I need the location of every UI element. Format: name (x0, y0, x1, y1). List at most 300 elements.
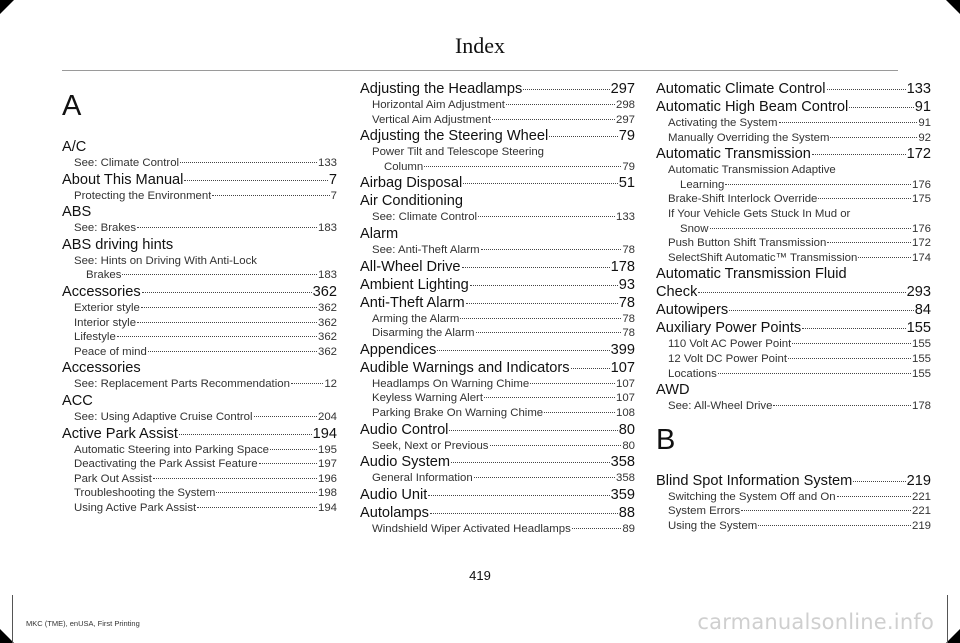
index-entry[interactable] (360, 504, 635, 522)
subentry-leader-dots (572, 528, 622, 529)
leader-dots (698, 292, 905, 293)
index-entry[interactable] (360, 127, 635, 145)
subentry-leader-dots (530, 383, 615, 384)
index-subentry[interactable] (656, 399, 931, 414)
leader-dots (424, 166, 621, 167)
entry-row (360, 80, 635, 98)
subentry-row (372, 210, 635, 225)
entry-page-ref[interactable]: 91 (914, 99, 931, 115)
subentry-page-ref[interactable]: 175 (911, 193, 931, 206)
subentry-label: Headlamps On Warning Chime (372, 377, 530, 390)
subentry-label: Deactivating the Park Assist Feature (74, 458, 258, 471)
index-entry[interactable] (656, 301, 931, 319)
entry-label: A/C (62, 139, 87, 155)
entry-page-ref[interactable]: 178 (610, 258, 635, 275)
subentry-row (74, 457, 337, 472)
entry-row (656, 319, 931, 337)
subentry-page-ref[interactable]: 107 (615, 377, 635, 390)
index-subentry[interactable] (360, 145, 635, 174)
subentry-label: Arming the Alarm (372, 312, 460, 325)
entry-row (656, 98, 931, 116)
subentry-label: Peace of mind (74, 345, 147, 358)
subentry-leader-dots (476, 332, 622, 333)
index-subentry[interactable] (360, 210, 635, 225)
subentry-label-continued: Brakes (86, 269, 122, 282)
subentry-leader-dots (773, 405, 911, 406)
subentry-label: 12 Volt DC Power Point (668, 352, 788, 365)
entry-leader-dots (849, 107, 914, 108)
entry-row (62, 425, 337, 443)
entry-label: Blind Spot Information System (656, 472, 853, 489)
subentry-page-ref[interactable]: 362 (317, 301, 337, 314)
subentry-row (372, 471, 635, 486)
entry-page-ref[interactable]: 78 (618, 294, 635, 311)
index-subentry[interactable] (360, 98, 635, 113)
subentry-page-ref[interactable]: 297 (615, 113, 635, 126)
page-number: 419 (469, 568, 491, 583)
index-subentry[interactable] (360, 326, 635, 341)
subentry-leader-dots (117, 336, 317, 337)
subentry-row (668, 399, 931, 414)
index-subentry[interactable] (62, 377, 337, 392)
index-entry[interactable] (62, 283, 337, 301)
index-entry[interactable] (360, 453, 635, 471)
index-entry[interactable] (62, 236, 337, 254)
entry-page-ref[interactable]: 155 (906, 320, 931, 337)
index-subentry[interactable] (360, 391, 635, 406)
subentry-row (74, 330, 337, 345)
index-subentry[interactable] (656, 163, 931, 192)
print-footer: MKC (TME), enUSA, First Printing (26, 619, 140, 628)
subentry-row (372, 391, 635, 406)
index-entry[interactable] (656, 319, 931, 337)
subentry-page-ref[interactable]: 198 (317, 487, 337, 500)
entry-page-ref[interactable]: 7 (328, 171, 337, 188)
index-section-letter: A (62, 90, 82, 122)
subentry-row (668, 504, 931, 519)
subentry-page-ref[interactable]: 194 (317, 501, 337, 514)
subentry-label: Disarming the Alarm (372, 327, 475, 340)
subentry-page-ref[interactable]: 92 (918, 131, 931, 144)
subentry-label: Push Button Shift Transmission (668, 237, 827, 250)
index-subentry[interactable] (62, 486, 337, 501)
subentry-leader-dots (741, 510, 911, 511)
entry-leader-dots (179, 434, 312, 435)
subentry-label: System Errors (668, 505, 741, 518)
index-subentry[interactable] (360, 312, 635, 327)
page-ref[interactable]: 176 (911, 222, 931, 235)
index-subentry[interactable] (62, 301, 337, 316)
subentry-page-ref[interactable]: 197 (317, 458, 337, 471)
subentry-label: See: All-Wheel Drive (668, 400, 773, 413)
subentry-label: Power Tilt and Telescope Steering (372, 146, 545, 159)
index-entry[interactable] (360, 486, 635, 504)
watermark: carmanualsonline.info (697, 610, 934, 634)
index-section-letter: B (656, 423, 676, 456)
subentry-label: Lifestyle (74, 331, 116, 344)
subentry-label: See: Brakes (74, 222, 137, 235)
subentry-leader-dots (137, 322, 317, 323)
entry-label: ABS (62, 204, 92, 221)
subentry-row (74, 472, 337, 487)
subentry-page-ref[interactable]: 195 (317, 443, 337, 456)
index-entry[interactable] (360, 80, 635, 98)
entry-label: Active Park Assist (62, 425, 178, 442)
subentry-label-continued: Column (384, 160, 424, 173)
index-subentry[interactable] (62, 457, 337, 472)
index-subentry[interactable] (62, 156, 337, 171)
entry-label: Adjusting the Headlamps (360, 81, 523, 97)
subentry-leader-dots (478, 216, 615, 217)
page-title: Index (454, 33, 506, 58)
subentry-leader-dots (148, 351, 317, 352)
index-column-1 (62, 80, 337, 516)
index-subentry[interactable] (656, 192, 931, 207)
index-entry[interactable] (656, 145, 931, 163)
entry-leader-dots (142, 292, 312, 293)
entry-label: Automatic High Beam Control (656, 99, 849, 115)
entry-leader-dots (462, 267, 610, 268)
subentry-leader-dots (180, 162, 317, 163)
index-subentry[interactable] (656, 251, 931, 266)
subentry-page-ref[interactable]: 196 (317, 472, 337, 485)
subentry-page-ref[interactable]: 78 (622, 327, 635, 340)
index-subentry[interactable] (62, 189, 337, 204)
entry-page-ref[interactable]: 107 (610, 359, 635, 376)
page-ref[interactable]: 176 (911, 178, 931, 191)
subentry-leader-dots (818, 198, 911, 199)
subentry-leader-dots (291, 383, 323, 384)
subentry-page-ref[interactable]: 7 (330, 189, 337, 202)
entry-label: ACC (62, 392, 93, 409)
index-subentry[interactable] (656, 337, 931, 352)
index-subentry[interactable] (656, 352, 931, 367)
page-ref[interactable]: 293 (906, 284, 931, 301)
subentry-page-ref[interactable]: 91 (918, 117, 931, 129)
subentry-page-ref[interactable]: 107 (615, 392, 635, 405)
index-subentry[interactable] (62, 501, 337, 516)
entry-label: Audio System (360, 454, 451, 471)
subentry-label: If Your Vehicle Gets Stuck In Mud or (668, 207, 851, 220)
entry-label: Automatic Transmission Fluid (656, 266, 847, 283)
subentry-leader-dots (259, 463, 317, 464)
index-entry[interactable] (62, 203, 337, 221)
subentry-leader-dots (758, 525, 911, 526)
index-column-3 (656, 80, 931, 534)
subentry-row (74, 345, 337, 360)
subentry-leader-dots (137, 227, 317, 228)
index-entry[interactable] (360, 192, 635, 210)
subentry-leader-dots (212, 195, 329, 196)
index-subentry[interactable] (62, 345, 337, 360)
entry-label: Autolamps (360, 504, 429, 521)
entry-label: About This Manual (62, 171, 184, 188)
entry-label: Auxiliary Power Points (656, 320, 802, 337)
subentry-page-ref[interactable]: 174 (911, 251, 931, 264)
subentry-row (74, 189, 337, 204)
subentry-continued-row (668, 178, 931, 193)
subentry-label: See: Climate Control (74, 157, 180, 169)
subentry-row (372, 522, 635, 537)
subentry-page-ref[interactable]: 89 (622, 522, 635, 535)
subentry-leader-dots (484, 397, 615, 398)
subentry-page-ref[interactable]: 78 (622, 312, 635, 325)
entry-page-ref[interactable]: 362 (312, 283, 337, 300)
entry-page-ref[interactable]: 359 (610, 486, 635, 503)
subentry-label: Using the System (668, 519, 758, 532)
entry-row (360, 453, 635, 471)
entry-label: Air Conditioning (360, 193, 464, 210)
entry-row (360, 504, 635, 522)
entry-leader-dots (184, 180, 327, 181)
index-entry[interactable] (360, 341, 635, 359)
entry-page-ref[interactable]: 84 (914, 302, 931, 319)
entry-row (360, 174, 635, 192)
subentry-page-ref[interactable]: 108 (615, 406, 635, 419)
entry-row (360, 127, 635, 145)
index-subentry[interactable] (62, 443, 337, 458)
entry-page-ref[interactable]: 88 (618, 504, 635, 521)
entry-leader-dots (470, 285, 618, 286)
subentry-page-ref[interactable]: 78 (622, 243, 635, 256)
subentry-row (372, 326, 635, 341)
page-ref[interactable]: 79 (622, 160, 635, 173)
subentry-leader-dots (197, 507, 317, 508)
entry-row (62, 283, 337, 301)
subentry-leader-dots (460, 318, 621, 319)
subentry-row (74, 156, 337, 171)
subentry-page-ref[interactable]: 362 (317, 345, 337, 358)
entry-continued-row (656, 283, 931, 301)
subentry-label: Using Active Park Assist (74, 501, 197, 514)
subentry-label: See: Replacement Parts Recommendation (74, 378, 290, 391)
subentry-page-ref[interactable]: 358 (615, 472, 635, 485)
subentry-leader-dots (481, 249, 622, 250)
index-subentry[interactable] (360, 522, 635, 537)
index-entry[interactable] (360, 294, 635, 312)
index-entry[interactable] (62, 392, 337, 410)
subentry-row (74, 316, 337, 331)
entry-page-ref[interactable]: 297 (610, 81, 635, 97)
index-subentry[interactable] (656, 367, 931, 382)
subentry-label: Windshield Wiper Activated Headlamps (372, 522, 571, 535)
index-entry[interactable] (656, 472, 931, 490)
index-entry[interactable] (656, 80, 931, 98)
subentry-row (74, 443, 337, 458)
index-subentry[interactable] (360, 406, 635, 421)
entry-label: Anti-Theft Alarm (360, 294, 465, 311)
subentry-leader-dots (254, 416, 317, 417)
subentry-label: See: Climate Control (372, 211, 478, 224)
subentry-row (668, 251, 931, 266)
entry-leader-dots (812, 154, 906, 155)
index-subentry[interactable] (360, 439, 635, 454)
subentry-row (74, 377, 337, 392)
subentry-label-continued: Learning (680, 178, 725, 191)
subentry-page-ref[interactable]: 172 (911, 237, 931, 250)
index-entry[interactable] (360, 421, 635, 439)
subentry-page-ref[interactable]: 133 (317, 157, 337, 169)
index-entry[interactable] (656, 381, 931, 399)
entry-row (360, 341, 635, 359)
entry-page-ref[interactable]: 51 (618, 175, 635, 192)
index-entry[interactable] (360, 276, 635, 294)
index-subentry[interactable] (360, 113, 635, 128)
entry-page-ref[interactable]: 79 (618, 128, 635, 145)
entry-label: Audio Control (360, 421, 449, 438)
subentry-page-ref[interactable]: 219 (911, 519, 931, 532)
entry-leader-dots (802, 328, 905, 329)
index-entry[interactable] (62, 425, 337, 443)
index-subentry[interactable] (656, 519, 931, 534)
index-subentry[interactable] (656, 116, 931, 131)
subentry-row (668, 519, 931, 534)
subentry-label: See: Using Adaptive Cruise Control (74, 410, 253, 423)
subentry-page-ref[interactable]: 298 (615, 99, 635, 111)
index-subentry[interactable] (656, 207, 931, 236)
subentry-row (372, 243, 635, 258)
entry-label: All-Wheel Drive (360, 258, 461, 275)
subentry-leader-dots (141, 307, 317, 308)
subentry-page-ref[interactable]: 221 (911, 505, 931, 518)
subentry-leader-dots (216, 492, 317, 493)
subentry-row (74, 501, 337, 516)
subentry-row (372, 406, 635, 421)
subentry-page-ref[interactable]: 12 (324, 378, 337, 391)
subentry-page-ref[interactable]: 362 (317, 331, 337, 344)
entry-label: Airbag Disposal (360, 175, 463, 192)
subentry-label: See: Anti-Theft Alarm (372, 243, 480, 256)
page-ref[interactable]: 183 (317, 269, 337, 282)
index-entry[interactable] (656, 98, 931, 116)
index-entry[interactable] (360, 258, 635, 276)
index-subentry[interactable] (62, 330, 337, 345)
subentry-row (372, 439, 635, 454)
index-entry[interactable] (62, 138, 337, 156)
subentry-continued-row (74, 268, 337, 283)
leader-dots (122, 274, 317, 275)
subentry-leader-dots (830, 137, 917, 138)
index-entry[interactable] (62, 359, 337, 377)
entry-page-ref[interactable]: 80 (618, 421, 635, 438)
entry-row (360, 421, 635, 439)
subentry-page-ref[interactable]: 155 (911, 338, 931, 351)
index-subentry[interactable] (62, 254, 337, 283)
index-subentry[interactable] (656, 490, 931, 505)
entry-page-ref[interactable]: 399 (610, 341, 635, 358)
entry-row (62, 171, 337, 189)
subentry-row (668, 236, 931, 251)
subentry-label: Vertical Aim Adjustment (372, 113, 492, 126)
subentry-row (668, 192, 931, 207)
index-subentry[interactable] (656, 504, 931, 519)
subentry-label: Park Out Assist (74, 472, 152, 485)
subentry-row (74, 410, 337, 425)
index-subentry[interactable] (656, 236, 931, 251)
leader-dots (725, 184, 911, 185)
subentry-leader-dots (474, 477, 615, 478)
subentry-leader-dots (718, 373, 911, 374)
subentry-label: Automatic Steering into Parking Space (74, 443, 270, 456)
subentry-leader-dots (490, 445, 622, 446)
entry-page-ref[interactable]: 219 (906, 472, 931, 489)
subentry-row (74, 486, 337, 501)
section-spacer (62, 126, 337, 138)
subentry-page-ref[interactable]: 80 (622, 439, 635, 452)
subentry-page-ref[interactable]: 155 (911, 352, 931, 365)
subentry-page-ref[interactable]: 133 (615, 211, 635, 224)
subentry-row (372, 377, 635, 392)
entry-page-ref[interactable]: 93 (618, 276, 635, 293)
index-subentry[interactable] (360, 243, 635, 258)
index-entry[interactable] (360, 225, 635, 243)
subentry-leader-dots (779, 122, 918, 123)
subentry-label: SelectShift Automatic™ Transmission (668, 251, 858, 264)
subentry-row (372, 98, 635, 113)
subentry-label: Interior style (74, 316, 137, 329)
subentry-page-ref[interactable]: 183 (317, 222, 337, 235)
subentry-row (668, 116, 931, 131)
entry-row (360, 486, 635, 504)
subentry-page-ref[interactable]: 155 (911, 367, 931, 380)
subentry-page-ref[interactable]: 178 (911, 400, 931, 413)
entry-row (656, 472, 931, 490)
entry-label: Accessories (62, 283, 141, 300)
entry-label: ABS driving hints (62, 236, 174, 253)
entry-leader-dots (853, 481, 905, 482)
index-entry[interactable] (656, 265, 931, 301)
subentry-row (372, 113, 635, 128)
index-subentry[interactable] (656, 131, 931, 146)
index-entry[interactable] (360, 359, 635, 377)
index-entry[interactable] (360, 174, 635, 192)
index-subentry[interactable] (360, 471, 635, 486)
subentry-page-ref[interactable]: 204 (317, 410, 337, 423)
index-subentry[interactable] (62, 472, 337, 487)
index-subentry[interactable] (62, 221, 337, 236)
entry-leader-dots (523, 89, 609, 90)
entry-leader-dots (571, 368, 610, 369)
subentry-leader-dots (788, 358, 911, 359)
subentry-page-ref[interactable]: 362 (317, 316, 337, 329)
entry-page-ref[interactable]: 172 (906, 146, 931, 163)
subentry-label: Brake-Shift Interlock Override (668, 193, 818, 206)
entry-leader-dots (549, 136, 618, 137)
subentry-leader-dots (792, 343, 911, 344)
entry-label: Audible Warnings and Indicators (360, 359, 570, 376)
subentry-leader-dots (827, 242, 911, 243)
crop-corner-top-right (946, 0, 960, 14)
entry-leader-dots (430, 513, 618, 514)
index-subentry[interactable] (62, 316, 337, 331)
entry-page-ref[interactable]: 194 (312, 425, 337, 442)
entry-page-ref[interactable]: 358 (610, 454, 635, 471)
subentry-label: Exterior style (74, 301, 140, 314)
entry-leader-dots (827, 89, 906, 90)
entry-label: AWD (656, 382, 690, 399)
index-subentry[interactable] (62, 410, 337, 425)
entry-label-continued: Check (656, 284, 698, 301)
index-subentry[interactable] (360, 377, 635, 392)
entry-label: Ambient Lighting (360, 276, 469, 293)
index-entry[interactable] (62, 171, 337, 189)
entry-page-ref[interactable]: 133 (906, 81, 931, 97)
entry-row (360, 276, 635, 294)
entry-label: Autowipers (656, 302, 729, 319)
subentry-continued-row (668, 222, 931, 237)
entry-label: Accessories (62, 360, 141, 377)
subentry-page-ref[interactable]: 221 (911, 490, 931, 503)
